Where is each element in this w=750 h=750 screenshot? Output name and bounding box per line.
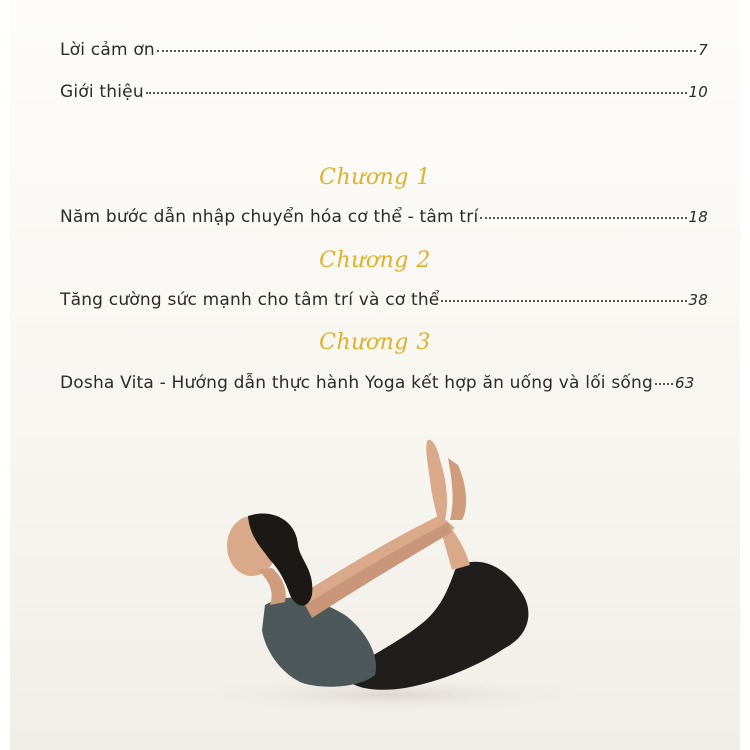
dot-leader bbox=[441, 299, 686, 302]
toc-entry-chapter-2[interactable] bbox=[60, 290, 708, 310]
chapter-3-heading: Chương 3 bbox=[319, 330, 431, 355]
toc-entry-title: Lời cảm ơn bbox=[60, 40, 155, 60]
toc-entry-title: Giới thiệu bbox=[60, 82, 144, 102]
toc-entry-page: 38 bbox=[688, 291, 708, 309]
toc-entry-chapter-1[interactable] bbox=[60, 207, 708, 227]
toc-entry-page: 10 bbox=[688, 83, 708, 101]
toc-entry-chapter-3[interactable] bbox=[60, 373, 708, 393]
toc-entry-title: Năm bước dẫn nhập chuyển hóa cơ thể - tâm trí bbox=[60, 207, 479, 227]
dot-leader bbox=[157, 49, 696, 52]
leg-calf-2 bbox=[448, 458, 466, 520]
toc-entry-introduction[interactable] bbox=[60, 82, 708, 102]
toc-entry-title: Tăng cường sức mạnh cho tâm trí và cơ thể bbox=[60, 290, 440, 310]
dot-leader bbox=[480, 216, 686, 219]
dot-leader bbox=[655, 382, 673, 385]
toc-entry-page: 7 bbox=[698, 41, 708, 59]
yoga-bow-pose-photo bbox=[0, 420, 750, 750]
toc-entry-acknowledgements[interactable] bbox=[60, 40, 708, 60]
chapter-1-heading: Chương 1 bbox=[319, 165, 431, 190]
arm-left bbox=[305, 522, 452, 618]
toc-entry-title: Dosha Vita - Hướng dẫn thực hành Yoga kết hợp ăn uống và lối sống bbox=[60, 373, 653, 393]
dot-leader bbox=[146, 91, 687, 94]
chapter-2-heading: Chương 2 bbox=[319, 248, 431, 273]
toc-entry-page: 18 bbox=[688, 208, 708, 226]
toc-entry-page: 63 bbox=[674, 374, 695, 392]
